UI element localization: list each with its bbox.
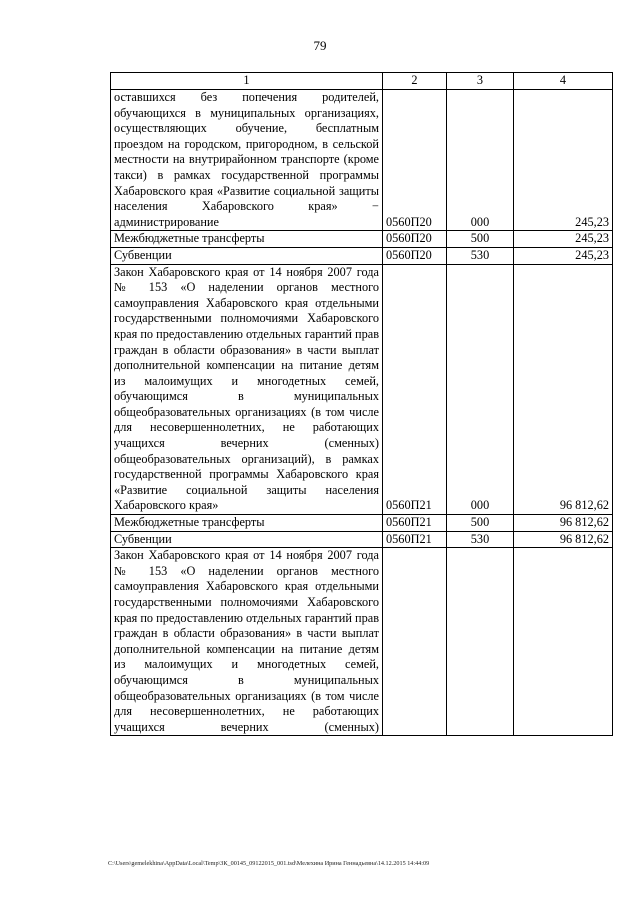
row-description: Закон Хабаровского края от 14 ноября 2007 года № 153 «О наделении органов местного самоуправления Хабаровского края отдельными государственными полномочиями Хабаровского края по предоставлению отдельных гарантий прав граждан в области образования» в части выплат дополнительной компенсации на питание детям из малоимущих и многодетных семей, обучающимся в муниципальных общеобразовательных организациях (в том числе для несовершеннолетних, не работающих учащихся вечерних (сменных) общеобразовательных организаций), в рамках государственной программы Хабаровского края «Развитие социальной защиты населения Хабаровского края» — [111, 264, 383, 515]
row-expense-kind: 530 — [447, 247, 514, 264]
row-expense-kind: 000 — [447, 90, 514, 231]
row-description: Межбюджетные трансферты — [111, 515, 383, 532]
row-expense-kind: 500 — [447, 515, 514, 532]
table-row — [111, 548, 613, 736]
row-description: Закон Хабаровского края от 14 ноября 2007 года № 153 «О наделении органов местного самоуправления Хабаровского края отдельными государственными полномочиями Хабаровского края по предоставлению отдельных гарантий прав граждан в области образования» в части выплат дополнительной компенсации на питание детям из малоимущих и многодетных семей, обучающимся в муниципальных общеобразовательных организациях (в том числе для несовершеннолетних, не работающих учащихся вечерних (сменных) — [111, 548, 383, 736]
row-amount: 96 812,62 — [514, 531, 613, 548]
table-row — [111, 515, 613, 532]
row-amount: 96 812,62 — [514, 515, 613, 532]
row-target-code: 0560П20 — [383, 231, 447, 248]
row-expense-kind: 530 — [447, 531, 514, 548]
row-description: оставшихся без попечения родителей, обучающихся в муниципальных организациях, осуществляющих обучение, бесплатным проездом на городском, пригородном, в сельской местности на внутрирайонном транспорте (кроме такси) в рамках государственной программы Хабаровского края «Развитие социальной защиты населения Хабаровского края» − администрирование — [111, 90, 383, 231]
row-description: Субвенции — [111, 531, 383, 548]
column-header-4: 4 — [514, 73, 613, 90]
table-row — [111, 264, 613, 515]
row-target-code: 0560П21 — [383, 515, 447, 532]
table-row — [111, 90, 613, 231]
row-description: Субвенции — [111, 247, 383, 264]
row-target-code: 0560П20 — [383, 90, 447, 231]
row-target-code — [383, 548, 447, 736]
column-header-2: 2 — [383, 73, 447, 90]
column-header-1: 1 — [111, 73, 383, 90]
table-row — [111, 531, 613, 548]
row-expense-kind: 000 — [447, 264, 514, 515]
table-row — [111, 231, 613, 248]
table-header-row — [111, 73, 613, 90]
table-row — [111, 247, 613, 264]
row-amount: 96 812,62 — [514, 264, 613, 515]
row-amount: 245,23 — [514, 231, 613, 248]
row-target-code: 0560П20 — [383, 247, 447, 264]
budget-table — [110, 72, 613, 736]
column-header-3: 3 — [447, 73, 514, 90]
row-amount: 245,23 — [514, 247, 613, 264]
row-target-code: 0560П21 — [383, 264, 447, 515]
row-target-code: 0560П21 — [383, 531, 447, 548]
row-expense-kind — [447, 548, 514, 736]
row-amount: 245,23 — [514, 90, 613, 231]
row-expense-kind: 500 — [447, 231, 514, 248]
row-description: Межбюджетные трансферты — [111, 231, 383, 248]
page-number: 79 — [313, 38, 327, 53]
row-amount — [514, 548, 613, 736]
document-footer-path: C:\Users\gemelekhina\AppData\Local\Temp\ЗК_00145_09122015_001.tsd\Мелехина Ирина Геннадьевна\14.12.2015 14:44:09 — [108, 860, 430, 867]
